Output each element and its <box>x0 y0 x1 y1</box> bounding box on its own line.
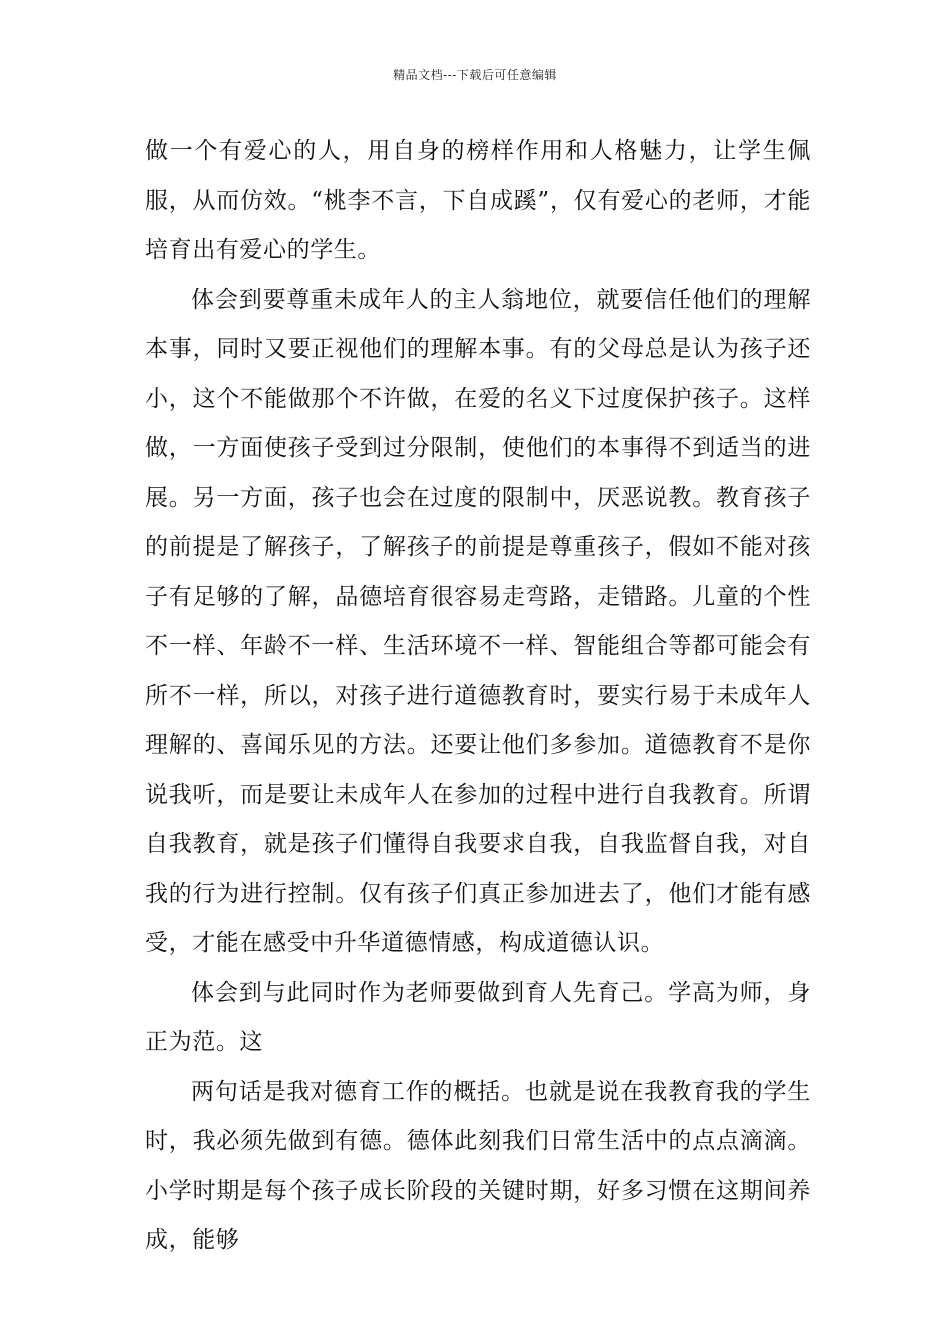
paragraph-2: 体会到要尊重未成年人的主人翁地位，就要信任他们的理解本事，同时又要正视他们的理解本事。有的父母总是认为孩子还小，这个不能做那个不许做，在爱的名义下过度保护孩子。这样做，一方面使孩子受到过分限制，使他们的本事得不到适当的进展。另一方面，孩子也会在过度的限制中，厌恶说教。教育孩子的前提是了解孩子，了解孩子的前提是尊重孩子，假如不能对孩子有足够的了解，品德培育很容易走弯路，走错路。儿童的个性不一样、年龄不一样、生活环境不一样、智能组合等都可能会有所不一样，所以，对孩子进行道德教育时，要实行易于未成年人理解的、喜闻乐见的方法。还要让他们多参加。道德教育不是你说我听，而是要让未成年人在参加的过程中进行自我教育。所谓自我教育，就是孩子们懂得自我要求自我，自我监督自我，对自我的行为进行控制。仅有孩子们真正参加进去了，他们才能有感受，才能在感受中升华道德情感，构成道德认识。 <box>145 286 811 956</box>
paragraph-3: 体会到与此同时作为老师要做到育人先育己。学高为师，身正为范。这 <box>145 979 811 1055</box>
page-header: 精品文档---下载后可任意编辑 <box>393 68 557 82</box>
paragraph-1: 做一个有爱心的人，用自身的榜样作用和人格魅力，让学生佩服，从而仿效。“桃李不言，下自成蹊”，仅有爱心的老师，才能培育出有爱心的学生。 <box>145 138 811 263</box>
document-body <box>145 127 811 1266</box>
paragraph-4: 两句话是我对德育工作的概括。也就是说在我教育我的学生时，我必须先做到有德。德体此刻我们日常生活中的点点滴滴。小学时期是每个孩子成长阶段的关键时期，好多习惯在这期间养成，能够 <box>145 1078 811 1253</box>
